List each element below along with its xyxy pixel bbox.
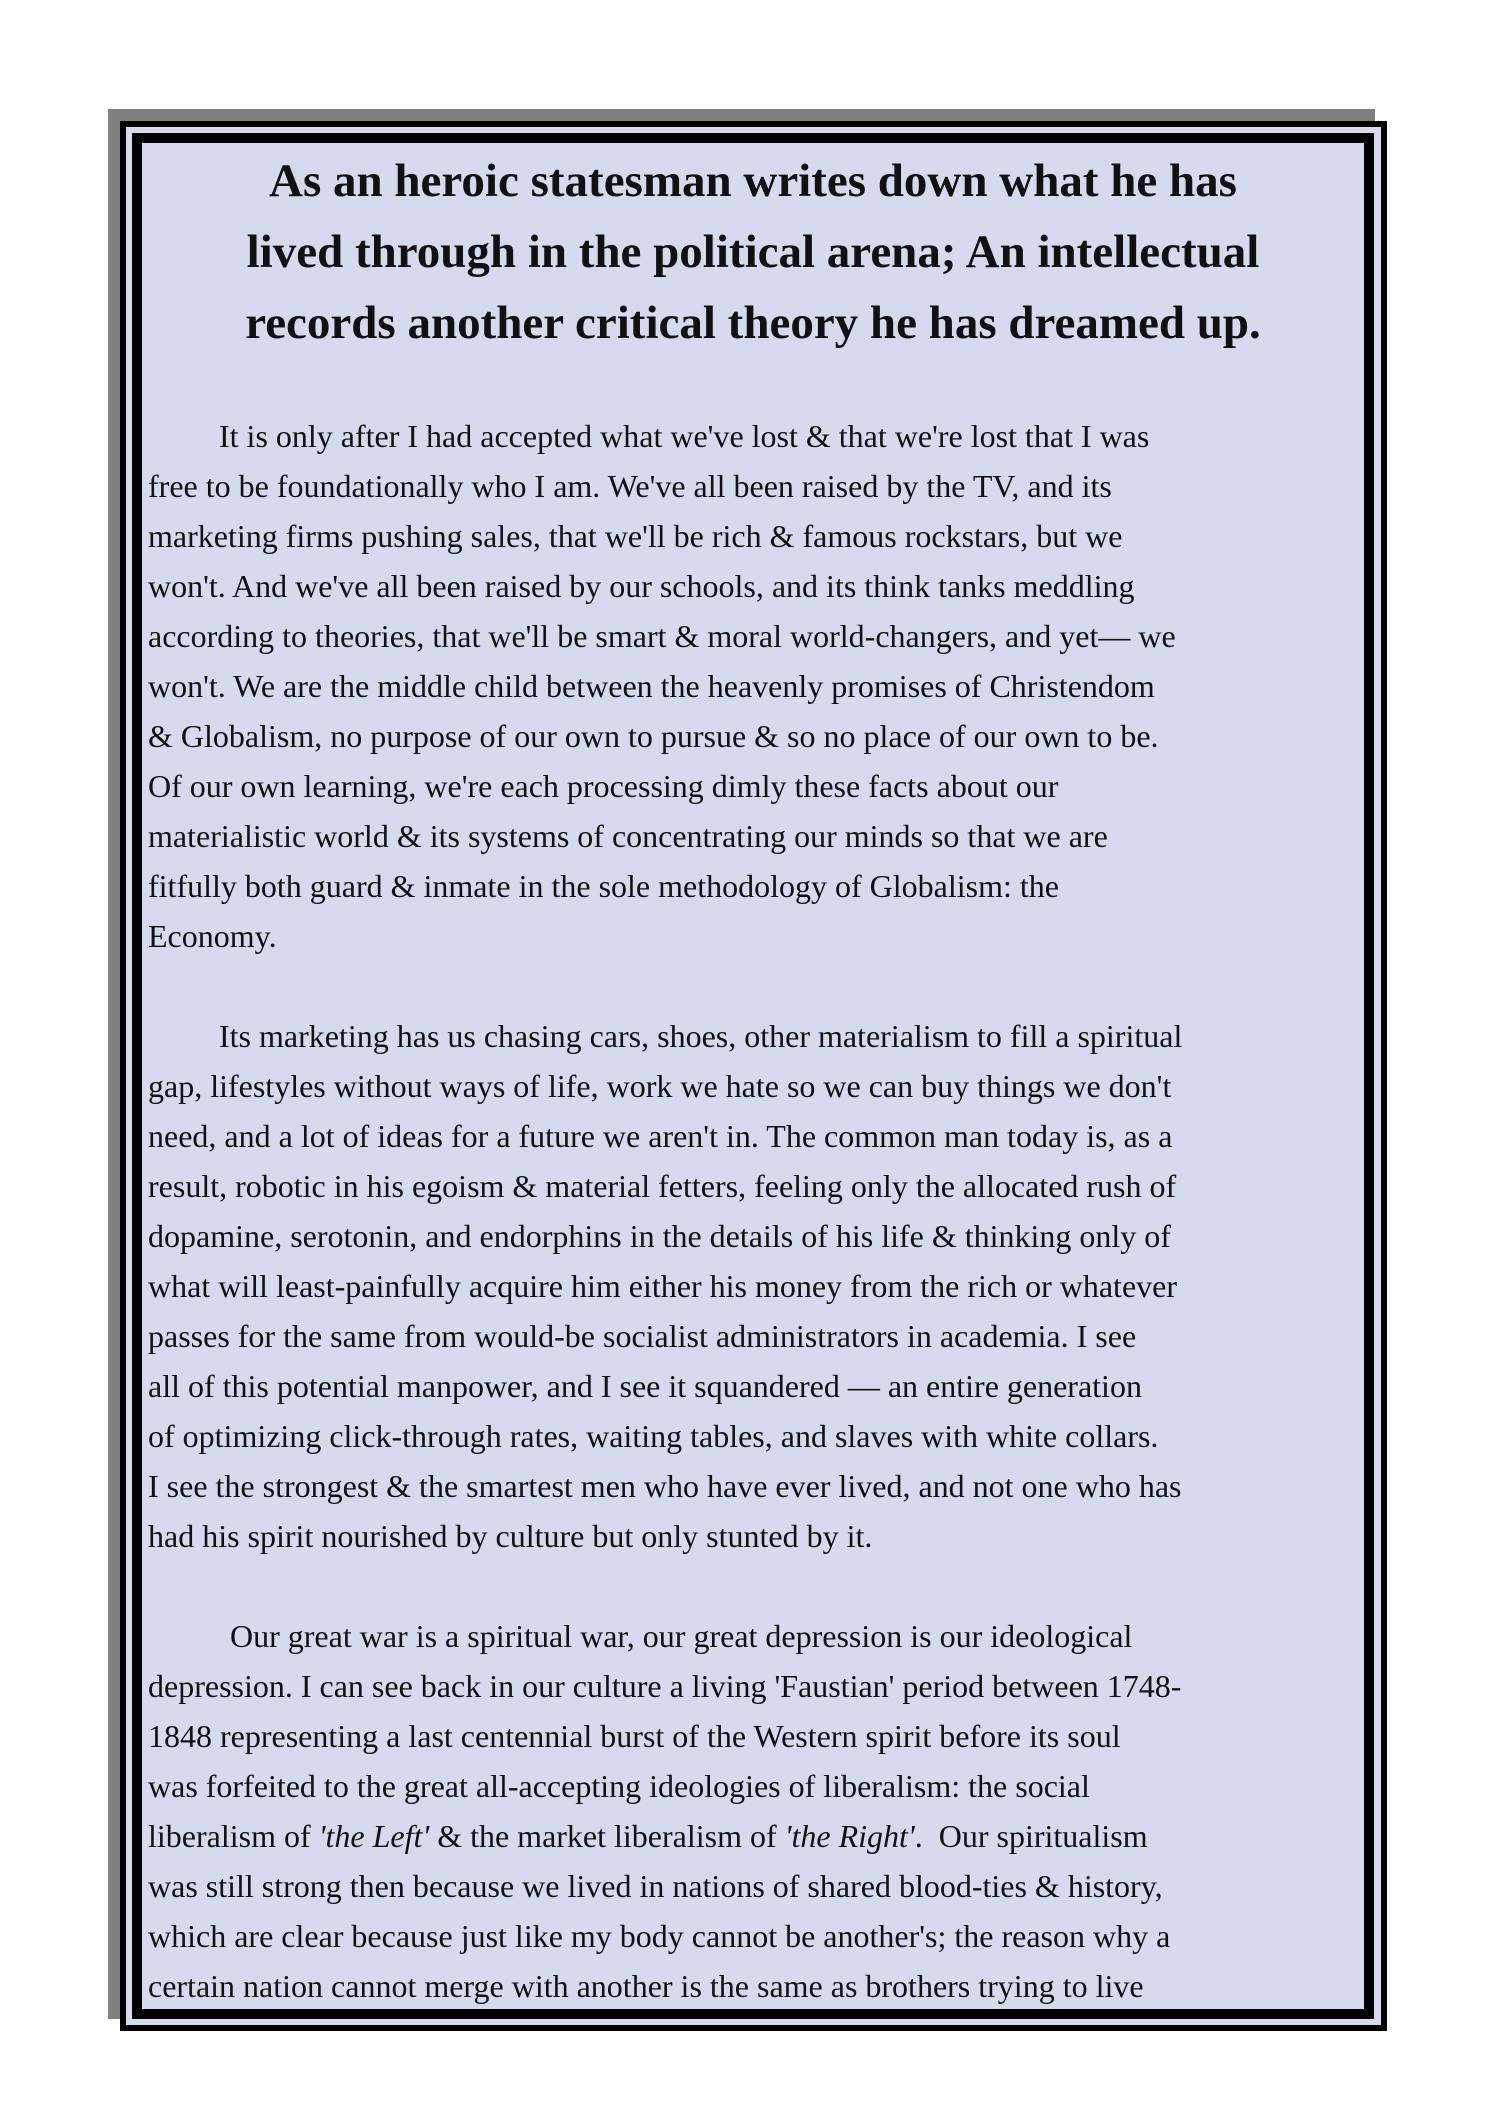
text-line: marketing firms pushing sales, that we'll be rich & famous rockstars, but we <box>148 518 1123 554</box>
text-line: dopamine, serotonin, and endorphins in the details of his life & thinking only of <box>148 1218 1171 1254</box>
text-line: depression. I can see back in our culture a living 'Faustian' period between 1748- <box>148 1668 1182 1704</box>
text-line: I see the strongest & the smartest men who have ever lived, and not one who has <box>148 1468 1182 1504</box>
body-text <box>148 411 1368 2011</box>
text-line: won't. And we've all been raised by our schools, and its think tanks meddling <box>148 568 1135 604</box>
text-segment: liberalism of <box>148 1818 319 1854</box>
text-line: need, and a lot of ideas for a future we aren't in. The common man today is, as a <box>148 1118 1173 1154</box>
text-line: of optimizing click-through rates, waiting tables, and slaves with white collars. <box>148 1418 1159 1454</box>
text-line: won't. We are the middle child between the heavenly promises of Christendom <box>148 668 1155 704</box>
text-line: was forfeited to the great all-accepting ideologies of liberalism: the social <box>148 1768 1090 1804</box>
text-segment: & the market liberalism of <box>429 1818 785 1854</box>
title-line: records another critical theory he has dreamed up. <box>245 297 1261 349</box>
text-segment: . Our spiritualism <box>914 1818 1148 1854</box>
title-line: As an heroic statesman writes down what he has <box>269 155 1237 207</box>
text-line: fitfully both guard & inmate in the sole methodology of Globalism: the <box>148 868 1059 904</box>
italic-phrase: 'the Right' <box>784 1818 915 1854</box>
text-line: result, robotic in his egoism & material fetters, feeling only the allocated rush of <box>148 1168 1177 1204</box>
text-line: certain nation cannot merge with another is the same as brothers trying to live <box>148 1968 1144 2004</box>
title-line: lived through in the political arena; An intellectual <box>246 226 1260 278</box>
text-line: all of this potential manpower, and I see it squandered — an entire generation <box>148 1368 1142 1404</box>
text-line: which are clear because just like my body cannot be another's; the reason why a <box>148 1918 1171 1954</box>
paragraph-3 <box>148 1611 1368 2011</box>
text-line: 1848 representing a last centennial burst of the Western spirit before its soul <box>148 1718 1121 1754</box>
text-line: Its marketing has us chasing cars, shoes, other materialism to fill a spiritual <box>219 1018 1183 1054</box>
text-line: & Globalism, no purpose of our own to pursue & so no place of our own to be. <box>148 718 1159 754</box>
text-line-with-italics <box>148 1811 1368 1861</box>
italic-phrase: 'the Left' <box>318 1818 430 1854</box>
text-line: what will least-painfully acquire him either his money from the rich or whatever <box>148 1268 1177 1304</box>
text-line: materialistic world & its systems of concentrating our minds so that we are <box>148 818 1108 854</box>
paragraph-2 <box>148 1011 1368 1561</box>
text-line: had his spirit nourished by culture but only stunted by it. <box>148 1518 873 1554</box>
page-title <box>142 146 1364 359</box>
text-line: Economy. <box>148 918 277 954</box>
text-line: according to theories, that we'll be smart & moral world-changers, and yet— we <box>148 618 1176 654</box>
text-line: free to be foundationally who I am. We've all been raised by the TV, and its <box>148 468 1112 504</box>
text-line: passes for the same from would-be socialist administrators in academia. I see <box>148 1318 1137 1354</box>
text-line: It is only after I had accepted what we've lost & that we're lost that I was <box>219 418 1150 454</box>
text-line: gap, lifestyles without ways of life, work we hate so we can buy things we don't <box>148 1068 1172 1104</box>
text-line: Our great war is a spiritual war, our great depression is our ideological <box>230 1618 1133 1654</box>
text-line: was still strong then because we lived in nations of shared blood-ties & history, <box>148 1868 1163 1904</box>
text-line: Of our own learning, we're each processing dimly these facts about our <box>148 768 1059 804</box>
paragraph-1 <box>148 411 1368 961</box>
